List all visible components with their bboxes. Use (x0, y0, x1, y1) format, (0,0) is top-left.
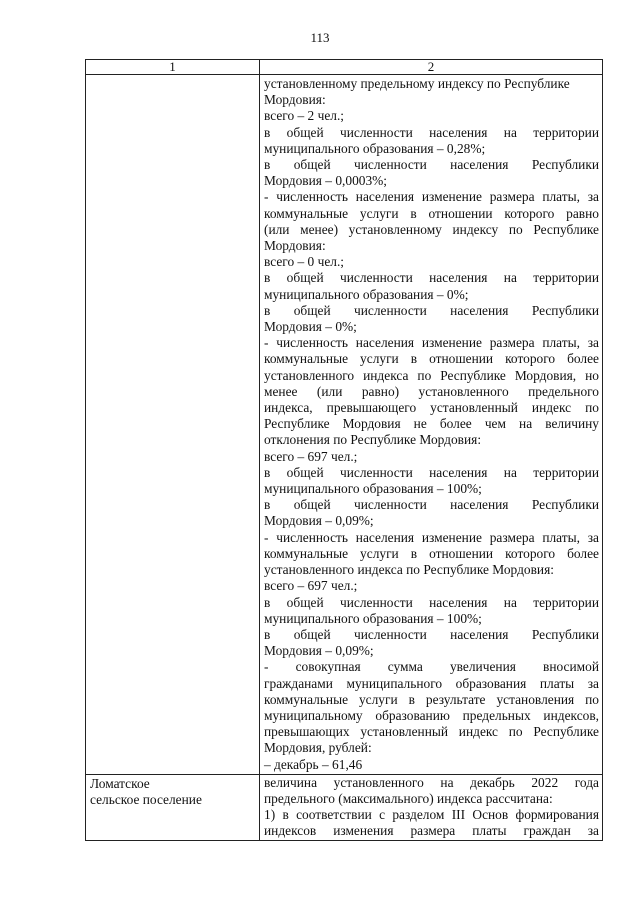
table-cell-municipality (86, 75, 260, 775)
text-line: Мордовия – 0,09%; (264, 643, 374, 659)
municipality-name-line: сельское поселение (90, 791, 202, 807)
text-line: Мордовия – 0,09%; (264, 513, 374, 529)
table-cell-description (260, 75, 603, 775)
text-line: индекса, превышающего установленный индекс по (264, 400, 599, 416)
text-line: всего – 2 чел.; (264, 108, 345, 124)
text-line: коммунальные услуги в отношении которого равно (264, 205, 599, 221)
text-line: - численность населения изменение размера платы, за (264, 529, 599, 545)
table-row (86, 774, 603, 840)
table-cell-municipality (86, 774, 260, 840)
text-line: - численность населения изменение размера платы, за (264, 189, 599, 205)
document-table (85, 59, 603, 841)
text-line: гражданами муниципального образования платы за (264, 675, 599, 691)
text-line: всего – 0 чел.; (264, 254, 345, 270)
text-line: в общей численности населения Республики (264, 497, 599, 513)
text-line: установленному предельному индексу по Республике (264, 76, 570, 91)
text-line: в общей численности населения на территории (264, 270, 599, 286)
text-line: в общей численности населения Республики (264, 302, 599, 318)
municipality-name-line: Ломатское (90, 775, 150, 791)
text-line: Мордовия: (264, 238, 326, 254)
table-cell-description (260, 774, 603, 840)
text-line: Мордовия: (264, 92, 326, 108)
text-line: отклонения по Республике Мордовия: (264, 432, 482, 448)
text-line: в общей численности населения Республики (264, 626, 599, 642)
text-line: превышающих установленный индекс по Республике (264, 724, 599, 740)
text-line: – декабрь – 61,46 (264, 756, 363, 772)
text-line: муниципального образования – 0%; (264, 286, 469, 302)
text-line: в общей численности населения на территории (264, 124, 599, 140)
text-line: в общей численности населения на территории (264, 594, 599, 610)
text-line: муниципальному образованию предельных индексов, (264, 707, 599, 723)
text-line: в общей численности населения на территории (264, 464, 599, 480)
text-line: коммунальные услуги в отношении которого более (264, 351, 599, 367)
text-line: индексов изменения размера платы граждан за (264, 823, 599, 839)
text-line: коммунальные услуги в отношении которого более (264, 545, 599, 561)
text-line: 1) в соответствии с разделом III Основ формирования (264, 807, 599, 823)
table-header-row (86, 60, 603, 75)
text-line: Мордовия – 0,0003%; (264, 173, 388, 189)
text-line: величина установленного на декабрь 2022 года (264, 774, 599, 790)
text-line: - численность населения изменение размера платы, за (264, 335, 599, 351)
text-line: (или менее) установленному индексу по Республике (264, 221, 599, 237)
text-line: установленного индекса по Республике Мордовия: (264, 562, 554, 578)
text-line: муниципального образования – 100%; (264, 481, 482, 497)
text-line: муниципального образования – 0,28%; (264, 140, 486, 156)
text-line: Мордовия, рублей: (264, 740, 372, 756)
text-line: предельного (максимального) индекса рассчитана: (264, 790, 553, 806)
text-line: - совокупная сумма увеличения вносимой (264, 659, 599, 675)
text-line: Республике Мордовия не более чем на величину (264, 416, 599, 432)
text-line: всего – 697 чел.; (264, 448, 358, 464)
text-line: установленного индекса по Республике Мордовия, но (264, 367, 599, 383)
text-line: Мордовия – 0%; (264, 319, 357, 335)
text-line: в общей численности населения Республики (264, 157, 599, 173)
text-line: муниципального образования – 100%; (264, 610, 482, 626)
text-line: коммунальные услуги в результате установления по (264, 691, 599, 707)
column-header-2: 2 (260, 60, 603, 75)
page-number: 113 (310, 30, 330, 45)
column-header-1: 1 (86, 60, 260, 75)
text-line: менее (или равно) установленного предельного (264, 383, 599, 399)
table-row (86, 75, 603, 775)
text-line: всего – 697 чел.; (264, 578, 358, 594)
